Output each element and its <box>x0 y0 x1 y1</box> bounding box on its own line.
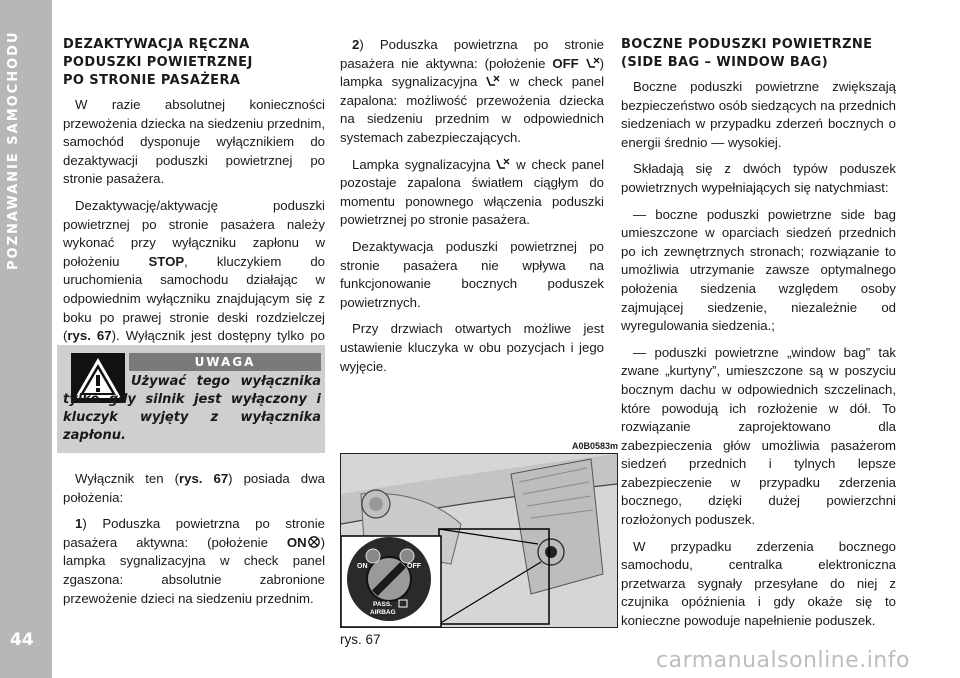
paragraph: Przy drzwiach otwartych możliwe jest ustawienie kluczyka w obu pozycjach i jego wyjęcie. <box>340 321 604 374</box>
figure-code: A0B0583m <box>572 441 619 451</box>
heading-line: PO STRONIE PASAŻERA <box>63 73 241 88</box>
heading-line: PODUSZKI POWIETRZNEJ <box>63 55 253 70</box>
page-number: 44 <box>10 630 34 650</box>
paragraph: Boczne poduszki powietrzne zwiększają bezpieczeństwo osób siedzących na przednich siedzeniach w przypadku zderzeń bocznych o energii średnio — wysokiej. <box>621 79 896 150</box>
column-2 <box>340 36 604 384</box>
child-seat-airbag-icon <box>586 57 600 69</box>
switch-label-pass: PASS. <box>373 601 393 608</box>
column-3 <box>621 36 896 639</box>
paragraph: — poduszki powietrzne „window bag” tak zwane „kurtyny”, umieszczone są w poszyciu bocznym dachu w odpowiednich szczelinach, które powodują ich rozłożenie w dół. To rozwiązanie zaprojektowano dla zabezpieczenia głów umożliwia pasażerom siedzeń przednich i tylnych lepsze zabezpieczenie w przypadku zderzenia bocznego, dzięki dużej powierzchni rozłożonych poduszek. <box>621 344 896 528</box>
paragraph: 1) Poduszka powietrzna po stronie pasażera aktywna: (położenie ON ) lampka sygnalizacyjna w check panel zgaszona: absolutnie zabronione przewożenie dzieci na siedzeniu przednim. <box>63 516 325 606</box>
child-seat-airbag-icon <box>486 75 500 87</box>
figure-airbag-switch <box>340 453 618 628</box>
paragraph: W przypadku zderzenia bocznego samochodu, centralka elektroniczna przetwarza sygnały przesyłane do niej z czujnika opóźnienia i gdy okaże się to konieczne powoduje napełnienie poduszek. <box>621 538 896 629</box>
switch-label-off: OFF <box>407 563 421 570</box>
paragraph: Lampka sygnalizacyjna w check panel pozostaje zapalona światłem ciągłym do momentu ponownego włączenia poduszki powietrznej po stronie pasażera. <box>340 156 604 228</box>
heading-line: DEZAKTYWACJA RĘCZNA <box>63 37 250 52</box>
warning-title-bar <box>129 353 321 371</box>
figure-reference: rys. 67 <box>179 471 229 486</box>
paragraph: — boczne poduszki powietrzne side bag umieszczone w oparciach siedzeń przednich po ich zewnętrznych stronach; rozwiązanie to umożliwia utrzymanie zawsze optymalnego położenia siedzenia względem osoby zajmującej siedzenie, niezależnie od wyregulowania siedzenia.; <box>621 206 896 334</box>
paragraph: Wyłącznik ten (rys. 67) posiada dwa położenia: <box>63 471 325 505</box>
column-1 <box>63 36 325 372</box>
paragraph: Dezaktywację/aktywację poduszki powietrznej po stronie pasażera należy wykonać przy wyłączniku zapłonu w położeniu STOP, kluczykiem do uruchomienia samochodu działając w odpowiednim wyłączniku znajdującym się z boku po prawej stronie deski rozdzielczej (rys. 67). Wyłącznik jest dostępny tylko po <box>63 197 325 344</box>
airbag-on-icon <box>307 536 321 548</box>
heading-manual-deactivation <box>63 36 325 90</box>
warning-text: Używać tego wyłącznika tylko gdy silnik jest wyłączony i kluczyk wyjęty z wyłącznika zapłonu. <box>63 374 321 443</box>
warning-title: UWAGA <box>194 355 256 369</box>
paragraph: W razie absolutnej konieczności przewożenia dziecka na siedzeniu przednim, samochód dysponuje wyłącznikiem do dezaktywacji poduszki powietrznej po stronie pasażera. <box>63 97 325 187</box>
heading-line: (SIDE BAG – WINDOW BAG) <box>621 55 829 70</box>
switch-label-on: ON <box>357 563 368 570</box>
heading-line: BOCZNE PODUSZKI POWIETRZNE <box>621 37 873 52</box>
section-title: POZNAWANIE SAMOCHODU <box>6 30 21 270</box>
dashboard-illustration <box>341 454 617 627</box>
heading-side-airbags <box>621 36 896 72</box>
paragraph: Składają się z dwóch typów poduszek powietrznych wypełniających się natychmiast: <box>621 161 896 195</box>
column-1-continued <box>63 470 325 616</box>
sidebar <box>0 0 52 678</box>
figure-reference: rys. 67 <box>67 328 112 344</box>
switch-label-airbag: AIRBAG <box>370 609 396 616</box>
warning-box <box>57 345 325 453</box>
paragraph: Dezaktywacja poduszki powietrznej po stronie pasażera nie wpływa na funkcjonowanie bocznych poduszek powietrznych. <box>340 238 604 310</box>
paragraph: 2) Poduszka powietrzna po stronie pasażera nie aktywna: (położenie OFF ) lampka sygnalizacyjna w check panel zapalona: możliwość przewożenia dziecka na siedzeniu przednim w odpowiednich systemach zabezpieczających. <box>340 37 604 145</box>
figure-caption: rys. 67 <box>340 632 381 647</box>
child-seat-airbag-icon <box>496 158 510 170</box>
watermark: carmanualsonline.info <box>656 648 910 673</box>
